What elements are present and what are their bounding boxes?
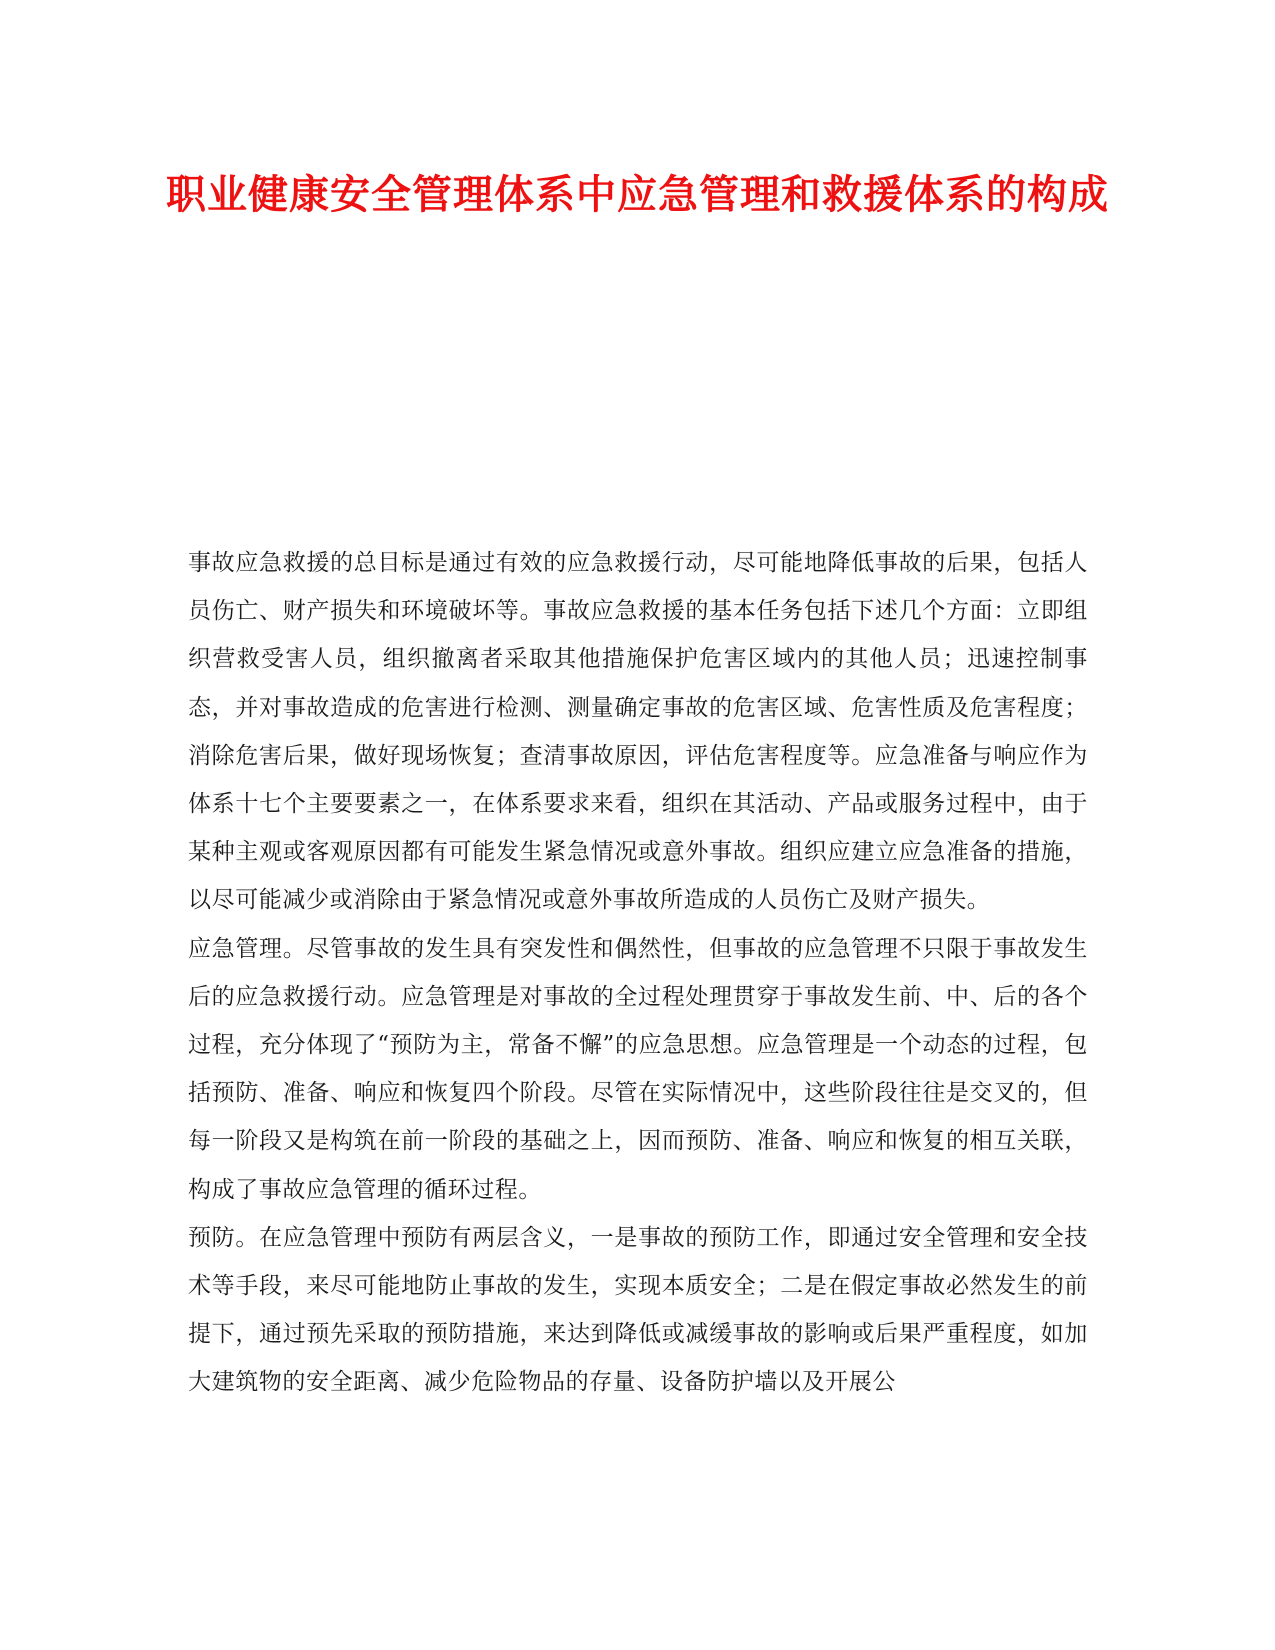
document-title: 职业健康安全管理体系中应急管理和救援体系的构成 — [166, 172, 1109, 218]
paragraph-prevention: 预防。在应急管理中预防有两层含义，一是事故的预防工作，即通过安全管理和安全技术等手段，来尽可能地防止事故的发生，实现本质安全；二是在假定事故必然发生的前提下，通过预先采取的预防措施，来达到降低或减缓事故的影响或后果严重程度，如加大建筑物的安全距离、减少危险物品的存量、设备防护墙以及开展公 — [188, 1224, 1088, 1396]
document-body — [188, 539, 1088, 1407]
paragraph-emergency-management: 应急管理。尽管事故的发生具有突发性和偶然性，但事故的应急管理不只限于事故发生后的应急救援行动。应急管理是对事故的全过程处理贯穿于事故发生前、中、后的各个过程，充分体现了“预防为主，常备不懈”的应急思想。应急管理是一个动态的过程，包括预防、准备、响应和恢复四个阶段。尽管在实际情况中，这些阶段往往是交叉的，但每一阶段又是构筑在前一阶段的基础之上，因而预防、准备、响应和恢复的相互关联，构成了事故应急管理的循环过程。 — [188, 935, 1088, 1203]
paragraph-emergency-rescue: 事故应急救援的总目标是通过有效的应急救援行动，尽可能地降低事故的后果，包括人员伤亡、财产损失和环境破坏等。事故应急救援的基本任务包括下述几个方面：立即组织营救受害人员，组织撤离者采取其他措施保护危害区域内的其他人员；迅速控制事态，并对事故造成的危害进行检测、测量确定事故的危害区域、危害性质及危害程度；消除危害后果，做好现场恢复；查清事故原因，评估危害程度等。应急准备与响应作为体系十七个主要要素之一，在体系要求来看，组织在其活动、产品或服务过程中，由于某种主观或客观原因都有可能发生紧急情况或意外事故。组织应建立应急准备的措施，以尽可能减少或消除由于紧急情况或意外事故所造成的人员伤亡及财产损失。 — [188, 550, 1088, 914]
